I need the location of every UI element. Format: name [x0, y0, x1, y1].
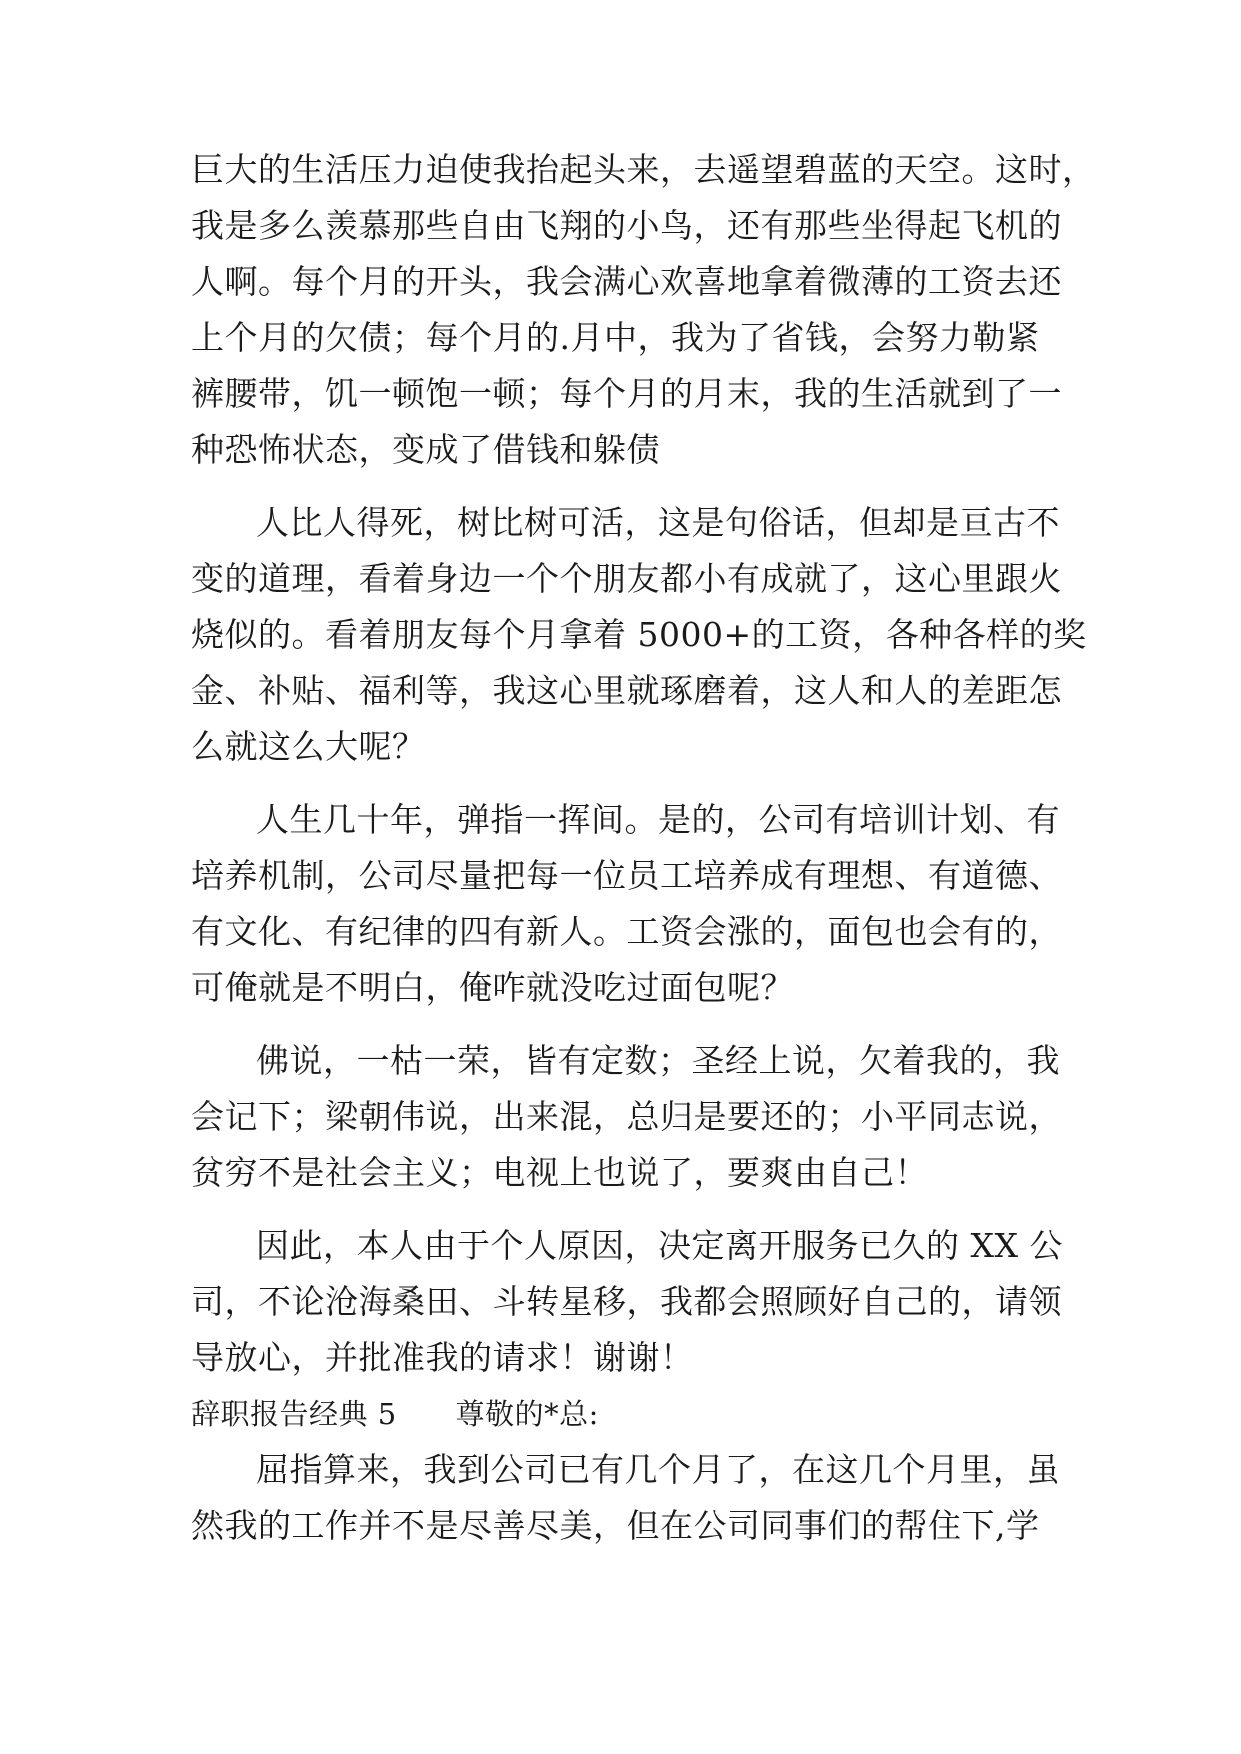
paragraph-1-line-6: 种恐怖状态，变成了借钱和躲债 [191, 430, 660, 469]
paragraph-1-line-1: 巨大的生活压力迫使我抬起头来，去遥望碧蓝的天空。这时， [191, 150, 1096, 189]
final-paragraph-line-1: 屈指算来，我到公司已有几个月了，在这几个月里，虽 [256, 1450, 1060, 1489]
paragraph-3-line-1: 人生几十年，弹指一挥间。是的，公司有培训计划、有 [256, 800, 1060, 839]
paragraph-5-line-2: 司，不论沧海桑田、斗转星移，我都会照顾好自己的，请领 [191, 1282, 1062, 1321]
paragraph-5-line-3: 导放心，并批准我的请求！谢谢！ [191, 1338, 694, 1377]
paragraph-4-line-2: 会记下；梁朝伟说，出来混，总归是要还的；小平同志说， [191, 1097, 1062, 1136]
paragraph-2-line-4: 金、补贴、福利等，我这心里就琢磨着，这人和人的差距怎 [191, 671, 1062, 710]
final-paragraph-line-2: 然我的工作并不是尽善尽美，但在公司同事们的帮住下,学 [191, 1506, 1040, 1545]
paragraph-1-line-4: 上个月的欠债；每个月的.月中，我为了省钱，会努力勒紧 [191, 318, 1040, 357]
paragraph-2-line-1: 人比人得死，树比树可活，这是句俗话，但却是亘古不 [256, 503, 1060, 542]
paragraph-4-line-1: 佛说，一枯一荣，皆有定数；圣经上说，欠着我的，我 [256, 1041, 1060, 1080]
paragraph-2-line-5: 么就这么大呢？ [191, 727, 426, 766]
paragraph-2-line-2: 变的道理，看着身边一个个朋友都小有成就了，这心里跟火 [191, 559, 1062, 598]
paragraph-3-line-3: 有文化、有纪律的四有新人。工资会涨的，面包也会有的， [191, 912, 1062, 951]
paragraph-1-line-3: 人啊。每个月的开头，我会满心欢喜地拿着微薄的工资去还 [191, 262, 1062, 301]
paragraph-2-line-3: 烧似的。看着朋友每个月拿着 5000+的工资，各种各样的奖 [191, 615, 1087, 654]
paragraph-5-line-1: 因此，本人由于个人原因，决定离开服务已久的 XX 公 [256, 1226, 1063, 1265]
paragraph-3-line-4: 可俺就是不明白，俺咋就没吃过面包呢？ [191, 968, 794, 1007]
paragraph-1-line-5: 裤腰带，饥一顿饱一顿；每个月的月末，我的生活就到了一 [191, 374, 1062, 413]
paragraph-4-line-3: 贫穷不是社会主义；电视上也说了，要爽由自己！ [191, 1153, 928, 1192]
section-heading: 辞职报告经典 5 尊敬的*总: [191, 1397, 599, 1431]
paragraph-3-line-2: 培养机制，公司尽量把每一位员工培养成有理想、有道德、 [191, 856, 1062, 895]
paragraph-1-line-2: 我是多么羡慕那些自由飞翔的小鸟，还有那些坐得起飞机的 [191, 206, 1062, 245]
